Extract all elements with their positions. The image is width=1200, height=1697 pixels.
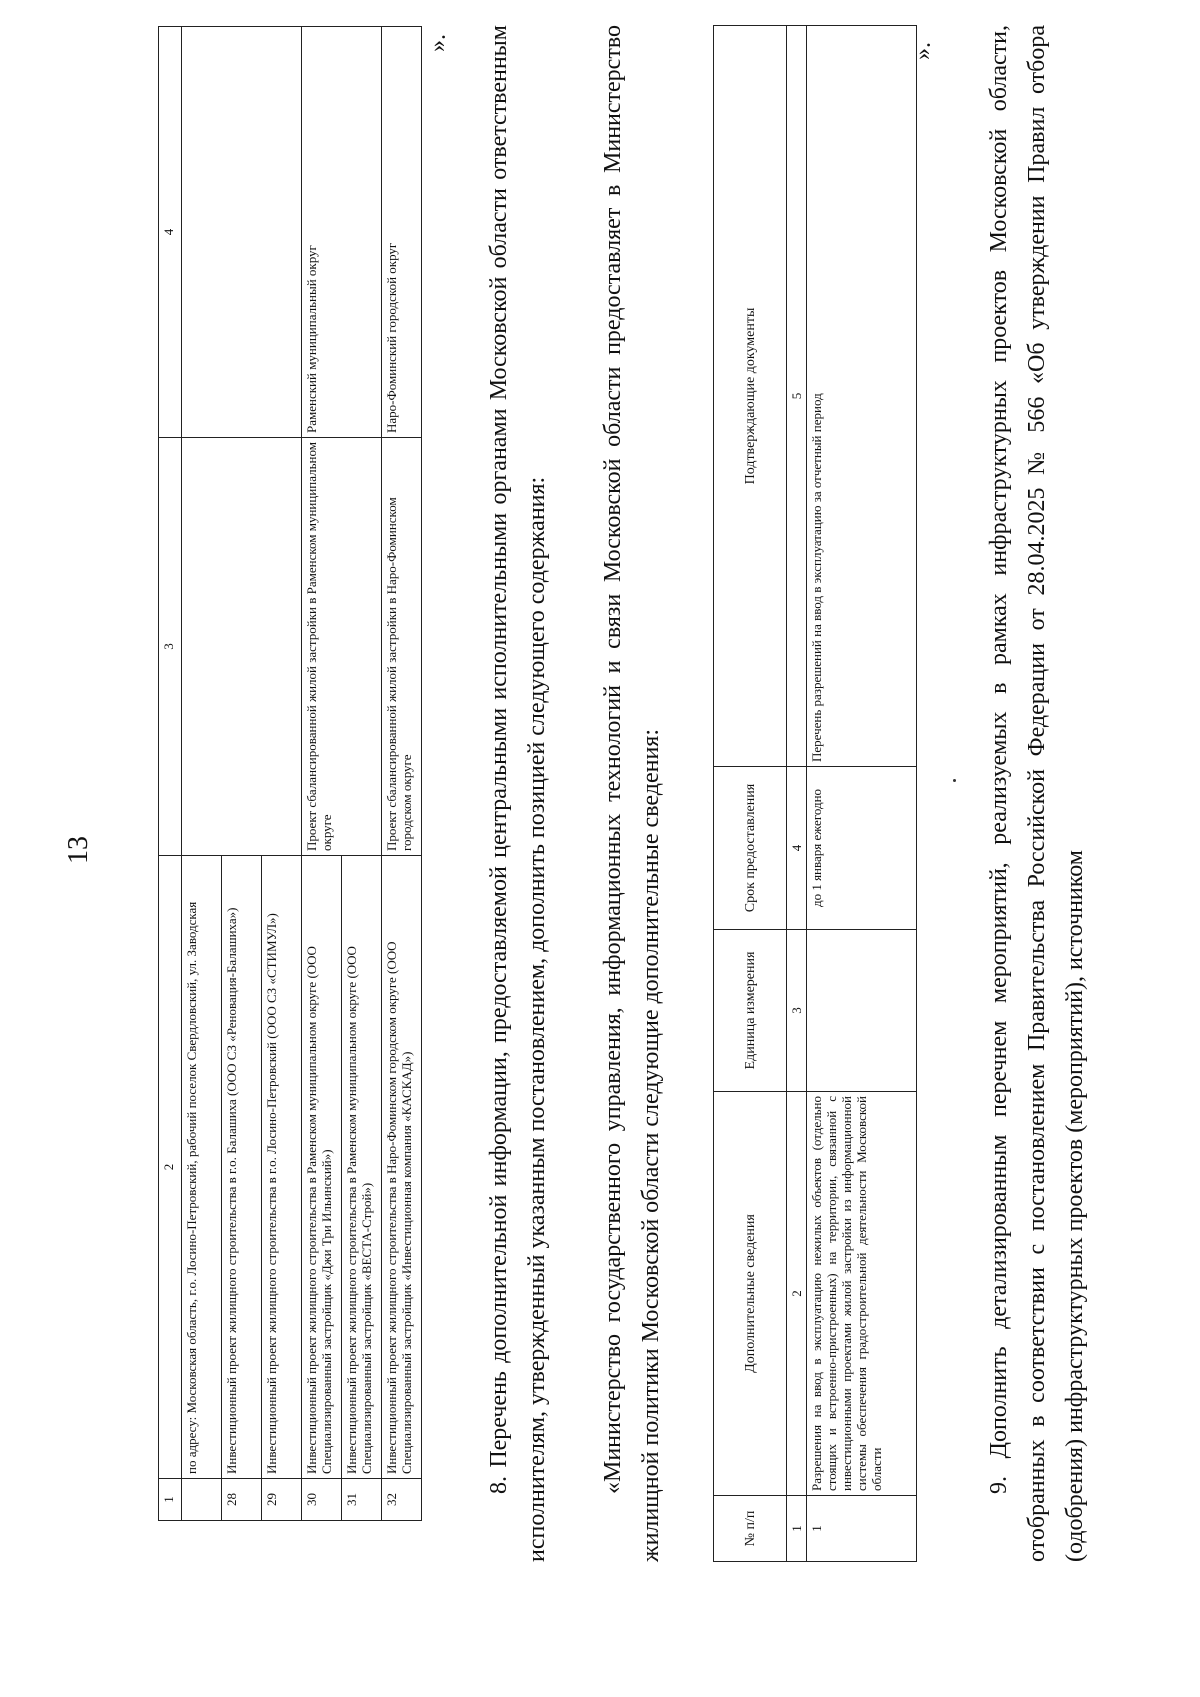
row-number bbox=[182, 1479, 222, 1521]
row-number: 30 bbox=[302, 1479, 342, 1521]
column-number: 4 bbox=[787, 767, 807, 930]
table-row bbox=[182, 27, 222, 1521]
paragraph-8: 8. Перечень дополнительной информации, предоставляемой центральными исполнительными органами Московской области ответственным исполнителям, утвержденный указанным постановлением, дополнить позицией следующего содержания: bbox=[486, 25, 550, 1562]
column-number: 2 bbox=[159, 856, 182, 1479]
paragraph-9: 9. Дополнить детализированным перечнем мероприятий, реализуемых в рамках инфраструктурных проектов Московской области, отобранных в соответствии с постановлением Правительства Российской Федерации от 28.04.2025 № 566 «Об утверждении Правил отбора (одобрения) инфраструктурных проектов (мероприятий), источником bbox=[986, 25, 1088, 1562]
municipality: Раменский муниципальный округ bbox=[302, 27, 382, 438]
table2-closing-quote: ». bbox=[910, 42, 936, 60]
scan-speck bbox=[953, 779, 956, 782]
municipality: Наро-Фоминский городской округ bbox=[382, 27, 422, 438]
project-type bbox=[182, 438, 302, 856]
table-header-row bbox=[714, 26, 787, 1562]
column-number: 4 bbox=[159, 27, 182, 438]
projects-table bbox=[158, 26, 422, 1521]
project-type: Проект сбалансированной жилой застройки в Наро-Фоминском городском округе bbox=[382, 438, 422, 856]
header-unit: Единица измерения bbox=[714, 930, 787, 1092]
project-name: Инвестиционный проект жилищного строительства в Наро-Фоминском городском округе (ООО Специализированный застройщик «Инвестиционная компания «КАСКАД») bbox=[382, 856, 422, 1479]
table-header-row bbox=[159, 27, 182, 1521]
page-number: 13 bbox=[63, 836, 94, 864]
column-number: 5 bbox=[787, 26, 807, 767]
info-cell: Разрешения на ввод в эксплуатацию нежилых объектов (отдельно стоящих и встроенно-пристроенных) на территории, связанной с инвестиционными проектами жилой застройки из информационной системы обеспечения градостроительной деятельности Московской области bbox=[807, 1092, 917, 1496]
column-number: 1 bbox=[787, 1496, 807, 1562]
project-name: Инвестиционный проект жилищного строительства в г.о. Балашиха (ООО СЗ «Реновация-Балашиха») bbox=[222, 856, 262, 1479]
table1-closing-quote: ». bbox=[425, 34, 451, 52]
column-number: 2 bbox=[787, 1092, 807, 1496]
unit-cell bbox=[807, 930, 917, 1092]
paragraph-8-quote: «Министерство государственного управления, информационных технологий и связи Московской области предоставляет в Министерство жилищной политики Московской области следующие дополнительные сведения: bbox=[600, 25, 664, 1562]
row-number: 28 bbox=[222, 1479, 262, 1521]
header-number: № п/п bbox=[714, 1496, 787, 1562]
row-number: 31 bbox=[342, 1479, 382, 1521]
column-number: 3 bbox=[159, 438, 182, 856]
project-address: по адресу: Московская область, г.о. Лосино-Петровский, рабочий поселок Свердловский, ул. Заводская bbox=[182, 856, 222, 1479]
column-number: 3 bbox=[787, 930, 807, 1092]
header-documents: Подтверждающие документы bbox=[714, 26, 787, 767]
row-number: 29 bbox=[262, 1479, 302, 1521]
header-deadline: Срок предоставления bbox=[714, 767, 787, 930]
project-type: Проект сбалансированной жилой застройки в Раменском муниципальном округе bbox=[302, 438, 382, 856]
column-number-row bbox=[787, 26, 807, 1562]
municipality bbox=[182, 27, 302, 438]
project-name: Инвестиционный проект жилищного строительства в г.о. Лосино-Петровский (ООО СЗ «СТИМУЛ») bbox=[262, 856, 302, 1479]
table-row bbox=[382, 27, 422, 1521]
project-name: Инвестиционный проект жилищного строительства в Раменском муниципальном округе (ООО Специализированный застройщик «ВЕСТА-Строй») bbox=[342, 856, 382, 1479]
additional-info-table bbox=[713, 25, 917, 1562]
project-name: Инвестиционный проект жилищного строительства в Раменском муниципальном округе (ООО Специализированный застройщик «Джи Три Ильинский») bbox=[302, 856, 342, 1479]
column-number: 1 bbox=[159, 1479, 182, 1521]
table-row bbox=[302, 27, 342, 1521]
table-row bbox=[807, 26, 917, 1562]
documents-cell: Перечень разрешений на ввод в эксплуатацию за отчетный период bbox=[807, 26, 917, 767]
deadline-cell: до 1 января ежегодно bbox=[807, 767, 917, 930]
header-info: Дополнительные сведения bbox=[714, 1092, 787, 1496]
row-number: 32 bbox=[382, 1479, 422, 1521]
row-number: 1 bbox=[807, 1496, 917, 1562]
